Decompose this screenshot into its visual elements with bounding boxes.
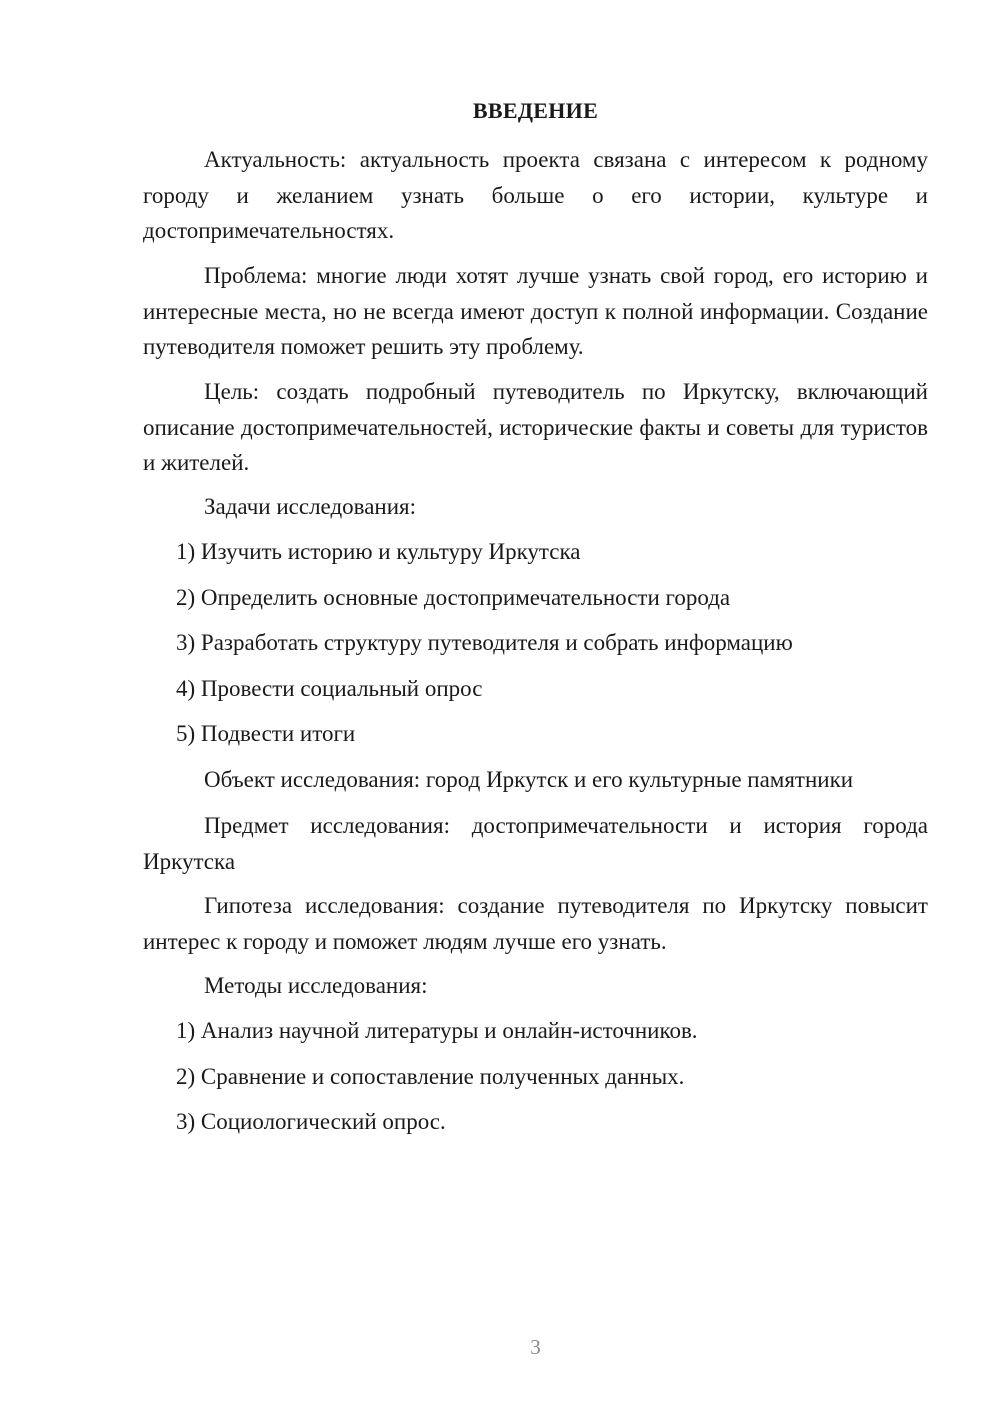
list-item: 3) Разработать структуру путеводителя и собрать информацию bbox=[176, 630, 793, 655]
list-item: 1) Анализ научной литературы и онлайн-источников. bbox=[176, 1018, 698, 1043]
hypothesis-paragraph: Гипотеза исследования: создание путеводителя по Иркутску повысит интерес к городу и поможет людям лучше его узнать. bbox=[143, 893, 928, 954]
page-title: ВВЕДЕНИЕ bbox=[472, 98, 599, 123]
list-item: 1) Изучить историю и культуру Иркутска bbox=[176, 539, 581, 564]
list-item: 3) Социологический опрос. bbox=[176, 1109, 446, 1134]
list-item: 5) Подвести итоги bbox=[176, 721, 356, 746]
object-paragraph: Объект исследования: город Иркутск и его культурные памятники bbox=[204, 767, 854, 792]
goal-paragraph: Цель: создать подробный путеводитель по Иркутску, включающий описание достопримечательностей, исторические факты и советы для туристов и жителей. bbox=[143, 379, 928, 475]
relevance-paragraph: Актуальность: актуальность проекта связана с интересом к родному городу и желанием узнать больше о его истории, культуре и достопримечательностях. bbox=[143, 147, 928, 243]
page-number: 3 bbox=[530, 1335, 541, 1359]
list-item: 2) Определить основные достопримечательности города bbox=[176, 585, 731, 610]
methods-heading: Методы исследования: bbox=[204, 973, 428, 998]
subject-paragraph: Предмет исследования: достопримечательности и история города Иркутска bbox=[143, 813, 928, 874]
list-item: 4) Провести социальный опрос bbox=[176, 676, 483, 701]
tasks-heading: Задачи исследования: bbox=[204, 494, 417, 519]
problem-paragraph: Проблема: многие люди хотят лучше узнать свой город, его историю и интересные места, но не всегда имеют доступ к полной информации. Создание путеводителя поможет решить эту проблему. bbox=[143, 263, 928, 359]
list-item: 2) Сравнение и сопоставление полученных данных. bbox=[176, 1064, 685, 1089]
